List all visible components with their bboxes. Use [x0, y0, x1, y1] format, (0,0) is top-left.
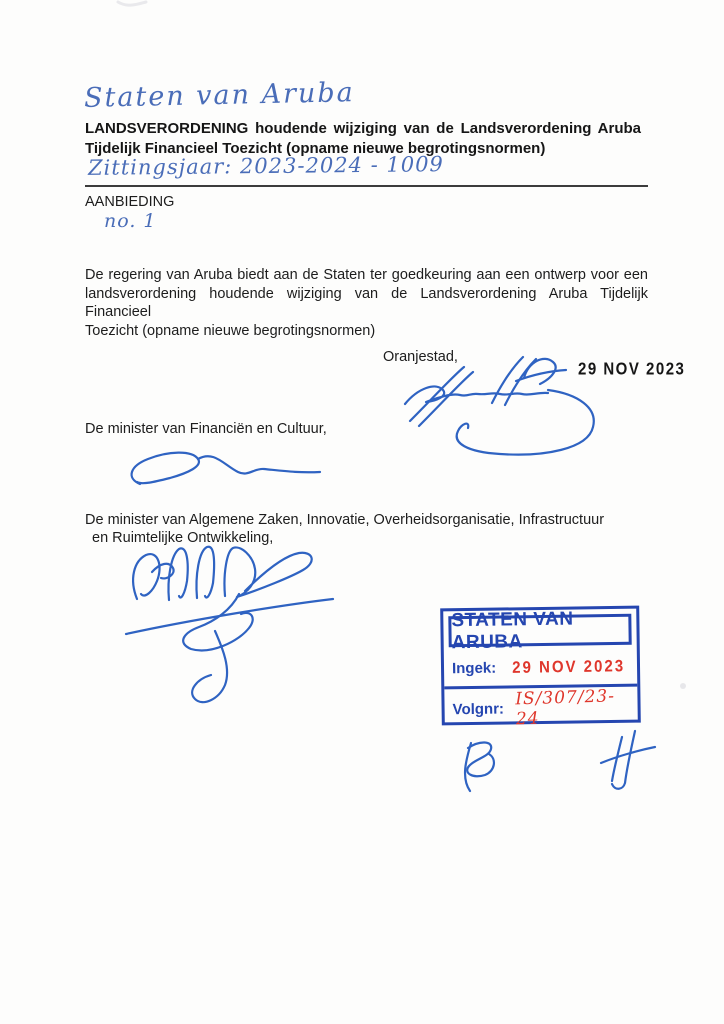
stamp-row-number — [444, 686, 637, 730]
document-title-line1: LANDSVERORDENING houdende wijziging van de Landsverordening Aruba — [85, 120, 641, 137]
stamp-received-label: Ingek: — [451, 659, 497, 677]
initials-left — [465, 742, 494, 791]
signature-oranjestad — [405, 357, 594, 455]
signature-general-stroke — [168, 548, 187, 600]
signature-oranjestad-stroke — [419, 372, 473, 426]
date-stamp-black: 29 NOV 2023 — [578, 359, 686, 380]
signature-oranjestad-stroke — [492, 357, 536, 405]
signature-general-stroke — [192, 631, 227, 702]
signature-finance-stroke — [198, 456, 320, 473]
handwritten-session-line: Zittingsjaar: 2023-2024 - 1009 — [87, 152, 444, 180]
signature-finance-stroke — [132, 453, 199, 484]
signature-minister-finance — [132, 453, 320, 484]
scan-speck-right — [680, 683, 686, 689]
signature-general-stroke — [152, 564, 174, 579]
initials-left-stroke — [465, 743, 471, 791]
signature-oranjestad-stroke — [457, 390, 594, 455]
document-title-line2: Tijdelijk Financieel Toezicht (opname nieuwe begrotingsnormen) — [85, 139, 546, 157]
minister-finance-line: De minister van Financiën en Cultuur, — [85, 421, 327, 437]
scan-artifact-top — [118, 2, 146, 5]
received-stamp — [440, 606, 641, 730]
initials-right — [601, 731, 655, 789]
signature-minister-general — [126, 547, 333, 702]
initials-left-stroke — [467, 742, 494, 776]
initials-right-stroke — [601, 747, 655, 763]
signature-general-stroke — [183, 594, 253, 650]
body-paragraph-line3: Toezicht (opname nieuwe begrotingsnormen) — [85, 322, 376, 339]
body-paragraph-line1: De regering van Aruba biedt aan de Staten ter goedkeuring aan een ontwerp voor een — [85, 267, 648, 283]
stamp-number-value: IS/307/23-24 — [515, 686, 616, 730]
body-paragraph — [85, 266, 648, 340]
stamp-number-label: Volgnr: — [452, 700, 505, 718]
signature-oranjestad-stroke — [405, 386, 548, 404]
body-paragraph-line2: landsverordening houdende wijziging van de Landsverordening Aruba Tijdelijk Financieel — [85, 285, 648, 320]
signature-oranjestad-stroke — [410, 367, 464, 421]
signature-oranjestad-stroke — [516, 359, 566, 384]
stamp-received-date: 29 NOV 2023 — [512, 656, 626, 677]
section-label-aanbieding: AANBIEDING — [85, 194, 175, 210]
signature-general-stroke — [133, 554, 159, 599]
signature-general-stroke — [126, 599, 333, 634]
initials-right-stroke — [612, 737, 622, 781]
stamp-row-received — [444, 648, 638, 690]
stamp-title: STATEN VAN ARUBA — [448, 614, 631, 648]
handwritten-document-number: no. 1 — [104, 210, 157, 232]
minister-general-line1: De minister van Algemene Zaken, Innovatie, Overheidsorganisatie, Infrastructuur — [85, 512, 605, 528]
handwritten-header: Staten van Aruba — [83, 77, 356, 114]
signature-general-stroke — [196, 547, 214, 598]
minister-general-line2: en Ruimtelijke Ontwikkeling, — [92, 530, 274, 546]
signature-general-stroke — [224, 548, 311, 597]
initials-right-stroke — [612, 731, 635, 789]
place-line: Oranjestad, — [383, 349, 458, 365]
session-underline-rule — [85, 185, 648, 187]
